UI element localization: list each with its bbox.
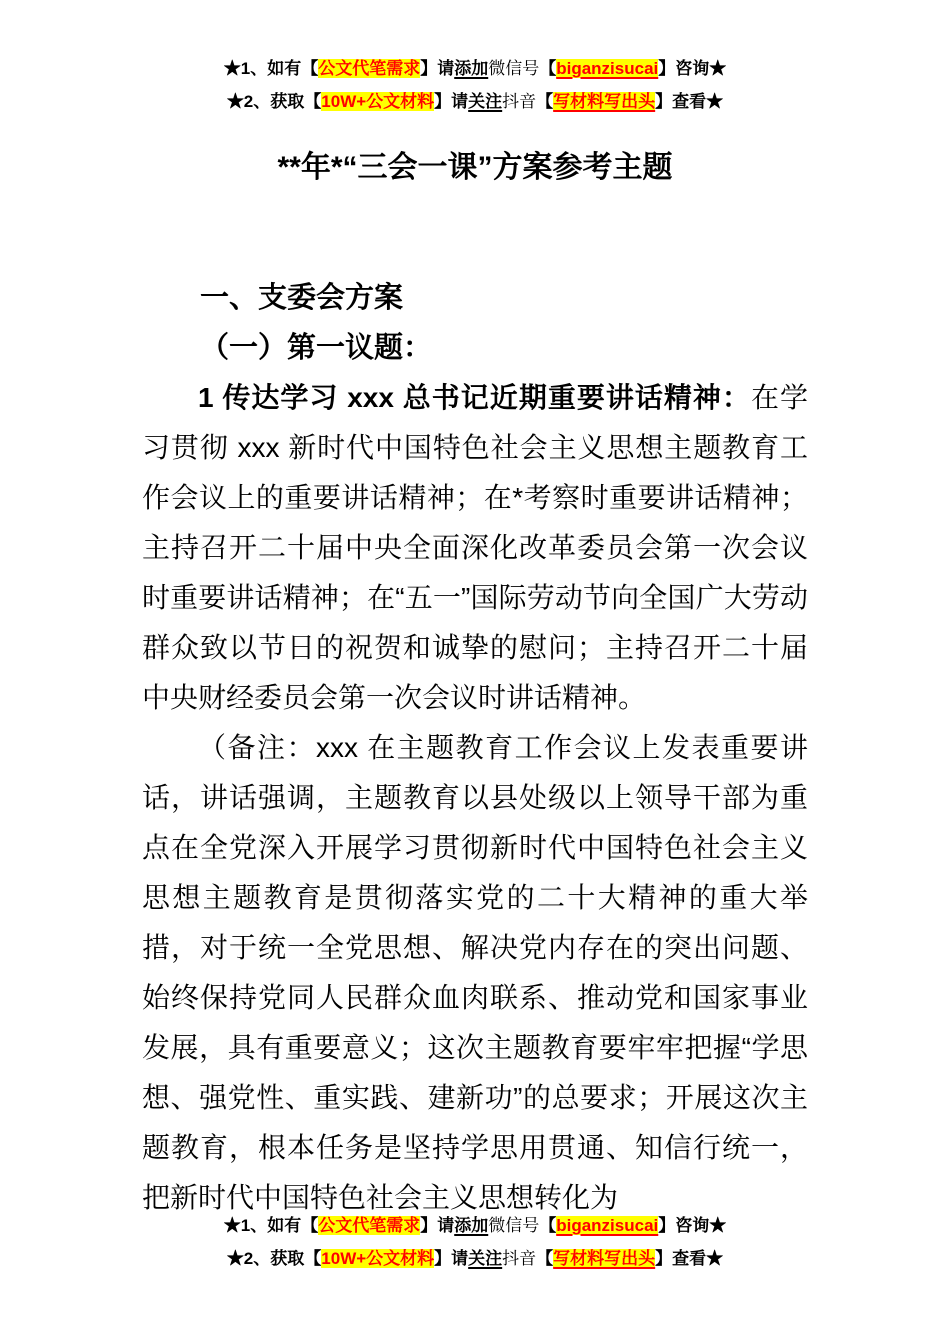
promo-text: 】查看★: [655, 1249, 724, 1268]
promo-bracket: 【: [536, 1249, 554, 1268]
promo-highlight-material: 10W+公文材料: [321, 1249, 435, 1268]
promo-highlight-material: 10W+公文材料: [321, 92, 435, 111]
promo-text: 微信号: [488, 1216, 540, 1235]
promo-underline-add: 添加: [454, 59, 489, 78]
promo-text: 】请: [420, 59, 455, 78]
promo-douyin-id: 写材料写出头: [553, 92, 656, 111]
promo-douyin-id: 写材料写出头: [553, 1249, 656, 1268]
promo-underline-add: 添加: [454, 1216, 489, 1235]
footer-promo-line-2: [0, 1242, 950, 1275]
section-heading-zhiweihui: 一、支委会方案: [200, 282, 404, 314]
promo-highlight-service: 公文代笔需求: [318, 59, 421, 78]
header-promo-line-1: [0, 52, 950, 85]
subsection-heading-first-topic: （一）第一议题：: [200, 332, 433, 364]
promo-highlight-service: 公文代笔需求: [318, 1216, 421, 1235]
promo-bracket: 【: [536, 92, 554, 111]
promo-bracket: 【: [539, 59, 557, 78]
promo-wechat-id: biganzisucai: [556, 59, 659, 78]
promo-underline-follow: 关注: [468, 1249, 503, 1268]
footer-promo-line-1: [0, 1209, 950, 1242]
footer-promo-note: [0, 1209, 950, 1275]
promo-text: 】查看★: [655, 92, 724, 111]
header-promo-line-2: [0, 85, 950, 118]
promo-text: 抖音: [502, 1249, 537, 1268]
paragraph-speech-spirit: [142, 373, 808, 723]
promo-wechat-id: biganzisucai: [556, 1216, 659, 1235]
promo-underline-follow: 关注: [468, 92, 503, 111]
promo-text: 】请: [434, 1249, 469, 1268]
document-body: [142, 273, 808, 1223]
paragraph-lead-bold: 1 传达学习 xxx 总书记近期重要讲话精神：: [198, 382, 751, 413]
promo-bracket: 【: [539, 1216, 557, 1235]
promo-text: 】请: [420, 1216, 455, 1235]
promo-text: 抖音: [502, 92, 537, 111]
promo-text: ★2、获取【: [226, 92, 322, 111]
promo-text: ★1、如有【: [223, 59, 319, 78]
promo-text: ★2、获取【: [226, 1249, 322, 1268]
promo-text: ★1、如有【: [223, 1216, 319, 1235]
promo-text: 】咨询★: [658, 1216, 727, 1235]
paragraph-body-text: 在学习贯彻 xxx 新时代中国特色社会主义思想主题教育工作会议上的重要讲话精神；在*考察时重要讲话精神；主持召开二十届中央全面深化改革委员会第一次会议时重要讲话精神；在“五一”国际劳动节向全国广大劳动群众致以节日的祝贺和诚挚的慰问；主持召开二十届中央财经委员会第一次会议时讲话精神。: [142, 382, 808, 713]
promo-text: 】咨询★: [658, 59, 727, 78]
header-promo-note: [0, 0, 950, 118]
document-title: **年*“三会一课”方案参考主题: [277, 151, 673, 184]
promo-text: 微信号: [488, 59, 540, 78]
promo-text: 】请: [434, 92, 469, 111]
paragraph-remark-note: （备注：xxx 在主题教育工作会议上发表重要讲话，讲话强调，主题教育以县处级以上领导干部为重点在全党深入开展学习贯彻新时代中国特色社会主义思想主题教育是贯彻落实党的二十大精神的重大举措，对于统一全党思想、解决党内存在的突出问题、始终保持党同人民群众血肉联系、推动党和国家事业发展，具有重要意义；这次主题教育要牢牢把握“学思想、强党性、重实践、建新功”的总要求；开展这次主题教育，根本任务是坚持学思用贯通、知信行统一，把新时代中国特色社会主义思想转化为: [142, 732, 808, 1213]
